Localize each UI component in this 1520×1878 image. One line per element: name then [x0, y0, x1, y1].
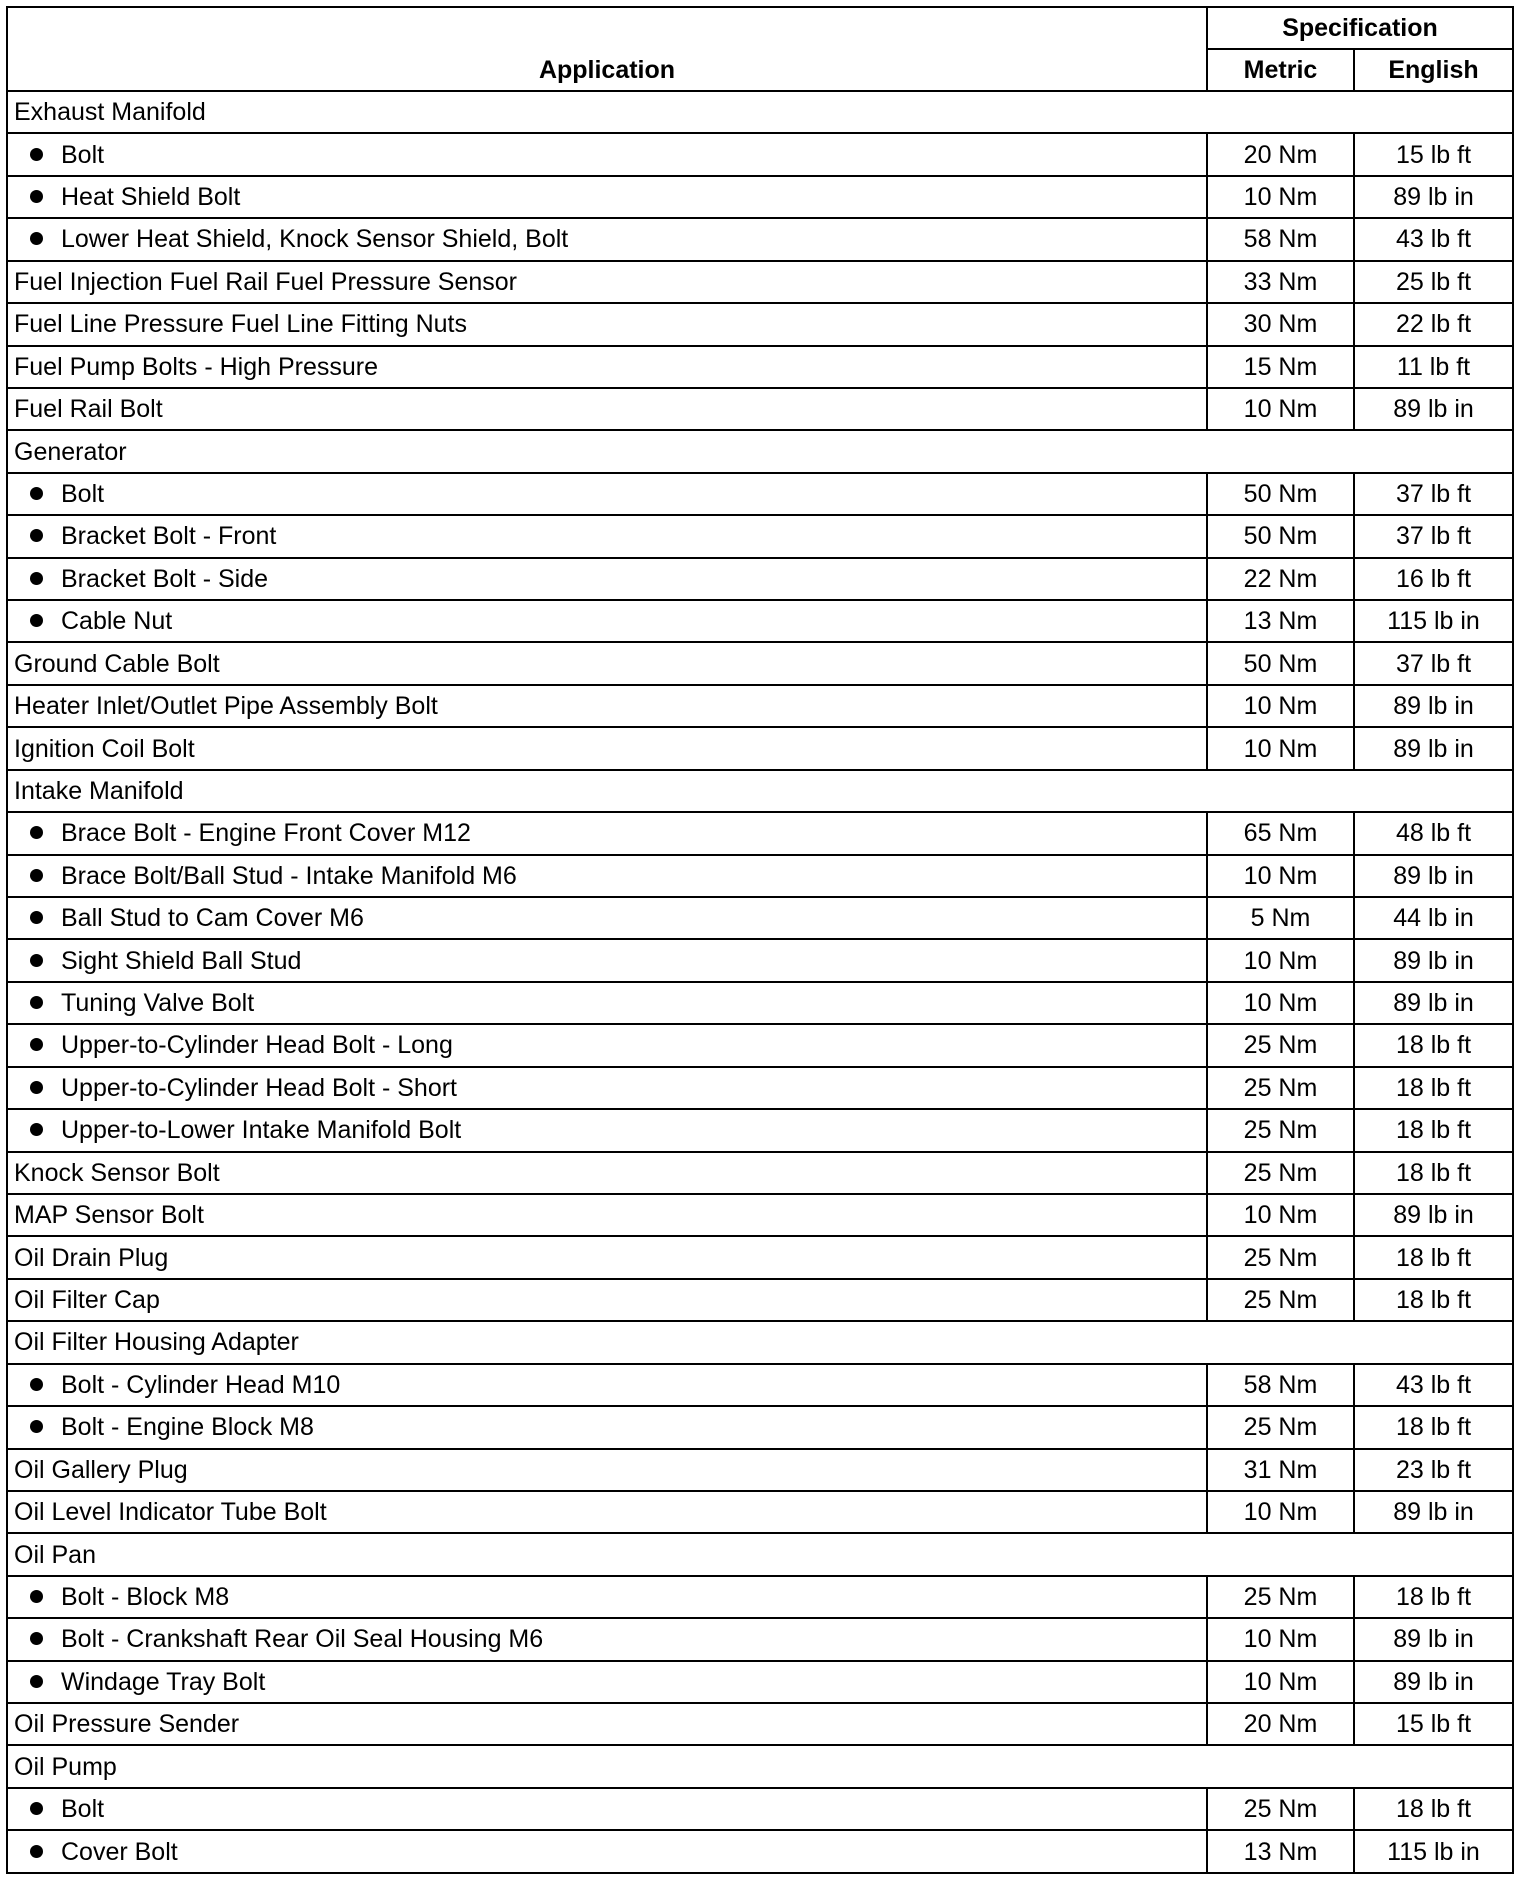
- application-label: Oil Gallery Plug: [14, 1455, 188, 1484]
- application-label: Bolt - Crankshaft Rear Oil Seal Housing M6: [61, 1625, 544, 1654]
- bullet-icon: [30, 190, 43, 203]
- english-value: 15 lb ft: [1354, 133, 1513, 175]
- metric-value: 30 Nm: [1207, 303, 1354, 345]
- bullet-icon: [30, 529, 43, 542]
- table-row: [7, 600, 1513, 642]
- application-cell: [7, 1618, 1207, 1660]
- table-row: [7, 176, 1513, 218]
- application-cell: [7, 939, 1207, 981]
- english-value: 89 lb in: [1354, 176, 1513, 218]
- application-cell: [7, 1661, 1207, 1703]
- bullet-icon: [30, 1378, 43, 1391]
- table-row: [7, 685, 1513, 727]
- application-label: Bolt: [61, 140, 105, 169]
- english-value: 16 lb ft: [1354, 558, 1513, 600]
- bullet-icon: [30, 1845, 43, 1858]
- application-label: MAP Sensor Bolt: [14, 1201, 204, 1230]
- english-value: 43 lb ft: [1354, 1364, 1513, 1406]
- group-label: Exhaust Manifold: [7, 91, 1513, 133]
- application-cell: [7, 133, 1207, 175]
- metric-value: 10 Nm: [1207, 727, 1354, 769]
- application-cell: [7, 1364, 1207, 1406]
- bullet-icon: [30, 232, 43, 245]
- english-value: 18 lb ft: [1354, 1109, 1513, 1151]
- application-label: Fuel Rail Bolt: [14, 395, 163, 424]
- english-value: 37 lb ft: [1354, 473, 1513, 515]
- bullet-icon: [30, 869, 43, 882]
- application-cell: [7, 1830, 1207, 1873]
- bullet-icon: [30, 1590, 43, 1603]
- bullet-icon: [30, 148, 43, 161]
- table-row: [7, 473, 1513, 515]
- application-cell: [7, 558, 1207, 600]
- application-label: Oil Pressure Sender: [14, 1710, 240, 1739]
- bullet-icon: [30, 954, 43, 967]
- bullet-icon: [30, 1675, 43, 1688]
- english-value: 89 lb in: [1354, 982, 1513, 1024]
- group-row: [7, 1321, 1513, 1363]
- table-row: [7, 1788, 1513, 1830]
- english-value: 48 lb ft: [1354, 812, 1513, 854]
- application-cell: [7, 1279, 1207, 1321]
- english-value: 18 lb ft: [1354, 1067, 1513, 1109]
- application-label: Cover Bolt: [61, 1837, 178, 1866]
- group-label: Generator: [7, 430, 1513, 472]
- application-cell: [7, 1236, 1207, 1278]
- application-cell: [7, 982, 1207, 1024]
- english-value: 89 lb in: [1354, 388, 1513, 430]
- group-row: [7, 430, 1513, 472]
- metric-value: 10 Nm: [1207, 1661, 1354, 1703]
- application-cell: [7, 812, 1207, 854]
- application-cell: [7, 218, 1207, 260]
- metric-value: 20 Nm: [1207, 1703, 1354, 1745]
- metric-value: 50 Nm: [1207, 473, 1354, 515]
- application-cell: [7, 1067, 1207, 1109]
- table-row: [7, 1236, 1513, 1278]
- application-label: Bolt - Block M8: [61, 1582, 230, 1611]
- english-value: 89 lb in: [1354, 855, 1513, 897]
- metric-value: 10 Nm: [1207, 176, 1354, 218]
- application-cell: [7, 1491, 1207, 1533]
- english-value: 89 lb in: [1354, 1618, 1513, 1660]
- metric-value: 20 Nm: [1207, 133, 1354, 175]
- table-row: [7, 1830, 1513, 1873]
- english-value: 115 lb in: [1354, 600, 1513, 642]
- metric-value: 50 Nm: [1207, 515, 1354, 557]
- application-label: Oil Filter Cap: [14, 1286, 160, 1315]
- application-label: Heater Inlet/Outlet Pipe Assembly Bolt: [14, 692, 438, 721]
- metric-value: 15 Nm: [1207, 346, 1354, 388]
- metric-value: 33 Nm: [1207, 261, 1354, 303]
- metric-value: 10 Nm: [1207, 939, 1354, 981]
- table-row: [7, 1703, 1513, 1745]
- table-row: [7, 218, 1513, 260]
- english-value: 44 lb in: [1354, 897, 1513, 939]
- application-cell: [7, 1109, 1207, 1151]
- application-label: Windage Tray Bolt: [61, 1667, 266, 1696]
- table-row: [7, 1109, 1513, 1151]
- application-label: Upper-to-Cylinder Head Bolt - Long: [61, 1031, 453, 1060]
- application-label: Oil Drain Plug: [14, 1243, 169, 1272]
- torque-spec-table: [6, 6, 1514, 1874]
- application-cell: [7, 1194, 1207, 1236]
- bullet-icon: [30, 911, 43, 924]
- bullet-icon: [30, 1123, 43, 1136]
- english-value: 23 lb ft: [1354, 1449, 1513, 1491]
- table-row: [7, 303, 1513, 345]
- metric-value: 25 Nm: [1207, 1236, 1354, 1278]
- application-cell: [7, 1576, 1207, 1618]
- english-value: 18 lb ft: [1354, 1576, 1513, 1618]
- header-application: Application: [7, 7, 1207, 91]
- table-row: [7, 515, 1513, 557]
- application-label: Heat Shield Bolt: [61, 183, 241, 212]
- application-label: Bolt: [61, 1795, 105, 1824]
- metric-value: 5 Nm: [1207, 897, 1354, 939]
- application-cell: [7, 642, 1207, 684]
- application-cell: [7, 388, 1207, 430]
- application-cell: [7, 685, 1207, 727]
- bullet-icon: [30, 996, 43, 1009]
- table-row: [7, 982, 1513, 1024]
- application-cell: [7, 1024, 1207, 1066]
- application-cell: [7, 1449, 1207, 1491]
- metric-value: 58 Nm: [1207, 218, 1354, 260]
- application-cell: [7, 600, 1207, 642]
- application-label: Brace Bolt - Engine Front Cover M12: [61, 819, 471, 848]
- english-value: 89 lb in: [1354, 1194, 1513, 1236]
- application-cell: [7, 346, 1207, 388]
- table-row: [7, 1067, 1513, 1109]
- table-row: [7, 1194, 1513, 1236]
- header-metric: Metric: [1207, 49, 1354, 91]
- metric-value: 10 Nm: [1207, 982, 1354, 1024]
- application-label: Cable Nut: [61, 607, 173, 636]
- application-label: Bolt: [61, 480, 105, 508]
- english-value: 89 lb in: [1354, 1661, 1513, 1703]
- group-row: [7, 91, 1513, 133]
- table-row: [7, 1279, 1513, 1321]
- table-row: [7, 939, 1513, 981]
- application-cell: [7, 897, 1207, 939]
- application-cell: [7, 1406, 1207, 1448]
- application-cell: [7, 176, 1207, 218]
- bullet-icon: [30, 1038, 43, 1051]
- bullet-icon: [30, 1632, 43, 1645]
- bullet-icon: [30, 1420, 43, 1433]
- metric-value: 25 Nm: [1207, 1024, 1354, 1066]
- application-label: Ground Cable Bolt: [14, 649, 220, 678]
- english-value: 18 lb ft: [1354, 1788, 1513, 1830]
- table-row: [7, 1024, 1513, 1066]
- english-value: 22 lb ft: [1354, 303, 1513, 345]
- table-row: [7, 1152, 1513, 1194]
- metric-value: 10 Nm: [1207, 388, 1354, 430]
- metric-value: 25 Nm: [1207, 1576, 1354, 1618]
- metric-value: 50 Nm: [1207, 642, 1354, 684]
- english-value: 37 lb ft: [1354, 642, 1513, 684]
- table-row: [7, 727, 1513, 769]
- metric-value: 10 Nm: [1207, 685, 1354, 727]
- table-row: [7, 1449, 1513, 1491]
- table-row: [7, 1618, 1513, 1660]
- english-value: 43 lb ft: [1354, 218, 1513, 260]
- bullet-icon: [30, 614, 43, 627]
- table-row: [7, 1491, 1513, 1533]
- metric-value: 65 Nm: [1207, 812, 1354, 854]
- group-row: [7, 1533, 1513, 1575]
- application-label: Fuel Pump Bolts - High Pressure: [14, 352, 379, 381]
- table-row: [7, 1661, 1513, 1703]
- english-value: 11 lb ft: [1354, 346, 1513, 388]
- application-label: Knock Sensor Bolt: [14, 1158, 220, 1187]
- group-label: Oil Pan: [7, 1533, 1513, 1575]
- application-label: Ball Stud to Cam Cover M6: [61, 904, 364, 933]
- application-label: Fuel Injection Fuel Rail Fuel Pressure Sensor: [14, 267, 518, 296]
- application-label: Tuning Valve Bolt: [61, 989, 255, 1018]
- bullet-icon: [30, 487, 43, 500]
- table-row: [7, 133, 1513, 175]
- metric-value: 10 Nm: [1207, 1618, 1354, 1660]
- application-cell: [7, 855, 1207, 897]
- application-cell: [7, 261, 1207, 303]
- application-cell: [7, 473, 1207, 515]
- metric-value: 31 Nm: [1207, 1449, 1354, 1491]
- metric-value: 10 Nm: [1207, 855, 1354, 897]
- bullet-icon: [30, 826, 43, 839]
- group-label: Oil Pump: [7, 1745, 1513, 1787]
- table-row: [7, 1406, 1513, 1448]
- metric-value: 25 Nm: [1207, 1067, 1354, 1109]
- application-label: Brace Bolt/Ball Stud - Intake Manifold M6: [61, 861, 517, 890]
- metric-value: 10 Nm: [1207, 1194, 1354, 1236]
- table-row: [7, 558, 1513, 600]
- metric-value: 58 Nm: [1207, 1364, 1354, 1406]
- application-label: Bracket Bolt - Front: [61, 522, 277, 551]
- application-cell: [7, 1788, 1207, 1830]
- english-value: 89 lb in: [1354, 939, 1513, 981]
- application-cell: [7, 1703, 1207, 1745]
- english-value: 37 lb ft: [1354, 515, 1513, 557]
- english-value: 25 lb ft: [1354, 261, 1513, 303]
- table-row: [7, 261, 1513, 303]
- english-value: 18 lb ft: [1354, 1236, 1513, 1278]
- metric-value: 25 Nm: [1207, 1406, 1354, 1448]
- metric-value: 25 Nm: [1207, 1279, 1354, 1321]
- english-value: 89 lb in: [1354, 727, 1513, 769]
- table-row: [7, 346, 1513, 388]
- application-cell: [7, 515, 1207, 557]
- metric-value: 25 Nm: [1207, 1152, 1354, 1194]
- group-row: [7, 1745, 1513, 1787]
- table-row: [7, 388, 1513, 430]
- metric-value: 10 Nm: [1207, 1491, 1354, 1533]
- english-value: 89 lb in: [1354, 685, 1513, 727]
- english-value: 18 lb ft: [1354, 1152, 1513, 1194]
- english-value: 89 lb in: [1354, 1491, 1513, 1533]
- application-label: Fuel Line Pressure Fuel Line Fitting Nuts: [14, 310, 467, 339]
- metric-value: 22 Nm: [1207, 558, 1354, 600]
- english-value: 115 lb in: [1354, 1830, 1513, 1873]
- table-row: [7, 1364, 1513, 1406]
- metric-value: 25 Nm: [1207, 1788, 1354, 1830]
- table-row: [7, 855, 1513, 897]
- table-row: [7, 897, 1513, 939]
- bullet-icon: [30, 1081, 43, 1094]
- english-value: 18 lb ft: [1354, 1024, 1513, 1066]
- group-label: Oil Filter Housing Adapter: [7, 1321, 1513, 1363]
- application-label: Bolt - Cylinder Head M10: [61, 1370, 341, 1399]
- header-specification: Specification: [1207, 7, 1513, 49]
- table-row: [7, 642, 1513, 684]
- table-row: [7, 1576, 1513, 1618]
- metric-value: 13 Nm: [1207, 600, 1354, 642]
- application-cell: [7, 727, 1207, 769]
- application-label: Oil Level Indicator Tube Bolt: [14, 1498, 327, 1527]
- application-label: Upper-to-Lower Intake Manifold Bolt: [61, 1116, 462, 1145]
- metric-value: 25 Nm: [1207, 1109, 1354, 1151]
- application-label: Ignition Coil Bolt: [14, 734, 195, 763]
- bullet-icon: [30, 572, 43, 585]
- application-label: Sight Shield Ball Stud: [61, 946, 302, 975]
- english-value: 15 lb ft: [1354, 1703, 1513, 1745]
- group-row: [7, 770, 1513, 812]
- metric-value: 13 Nm: [1207, 1830, 1354, 1873]
- application-cell: [7, 303, 1207, 345]
- bullet-icon: [30, 1802, 43, 1815]
- application-cell: [7, 1152, 1207, 1194]
- application-label: Bracket Bolt - Side: [61, 564, 269, 593]
- header-english: English: [1354, 49, 1513, 91]
- application-label: Upper-to-Cylinder Head Bolt - Short: [61, 1073, 457, 1102]
- application-label: Bolt - Engine Block M8: [61, 1413, 314, 1442]
- application-label: Lower Heat Shield, Knock Sensor Shield, Bolt: [61, 225, 569, 254]
- english-value: 18 lb ft: [1354, 1406, 1513, 1448]
- table-row: [7, 812, 1513, 854]
- group-label: Intake Manifold: [7, 770, 1513, 812]
- english-value: 18 lb ft: [1354, 1279, 1513, 1321]
